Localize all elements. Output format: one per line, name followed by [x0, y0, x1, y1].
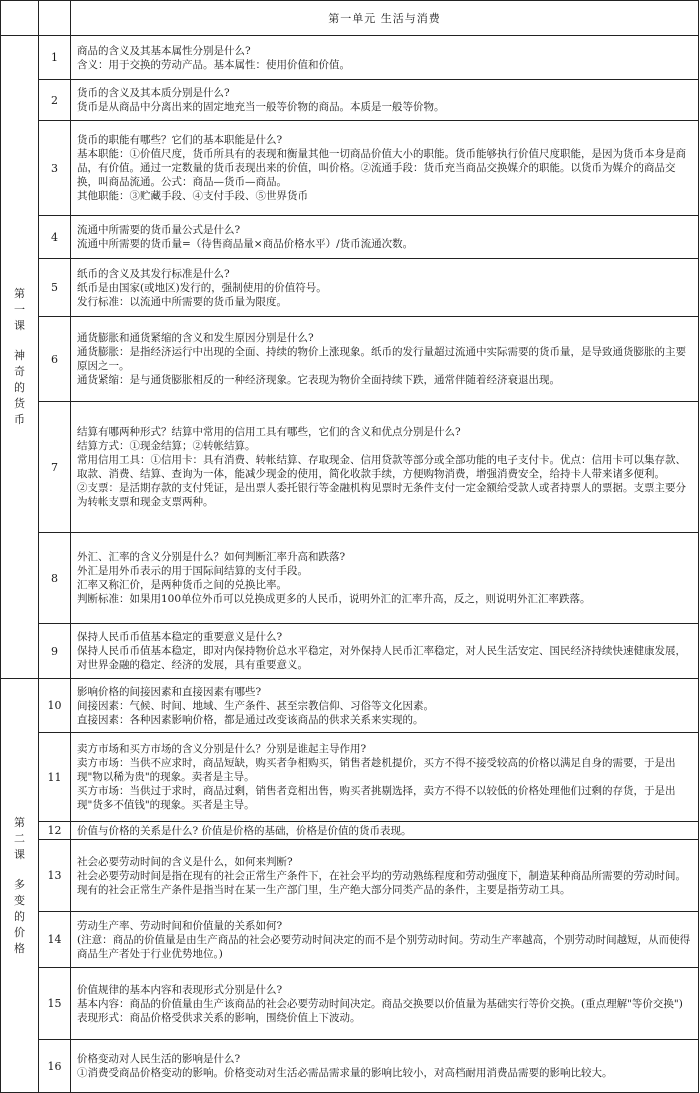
answer-line: 买方市场：当供过于求时，商品过剩，销售者竞相出售，购买者挑剔选择，卖方不得不以较低的价格处理他们过剩的存货，于是出现"货多不值钱"的现象。买者是主导。: [77, 785, 676, 811]
table-row: [1, 259, 699, 317]
row-content: [71, 733, 699, 822]
row-number: 14: [39, 912, 71, 968]
row-number: 13: [39, 840, 71, 912]
answer-line: 卖方市场：当供不应求时，商品短缺，购买者争相购买，销售者趁机提价，买方不得不接受较高的价格以满足自身的需要，于是出现"物以稀为贵"的现象。卖者是主导。: [77, 757, 676, 783]
table-row: [1, 624, 699, 679]
row-number: 10: [39, 679, 71, 733]
row-number: 12: [39, 822, 71, 840]
question-line: 保持人民币币值基本稳定的重要意义是什么?: [77, 631, 283, 643]
table-row: [1, 733, 699, 822]
answer-line: 间接因素：气候、时间、地域、生产条件、甚至宗教信仰、习俗等文化因素。: [77, 699, 434, 712]
table-row: [1, 80, 699, 121]
row-number: 5: [39, 259, 71, 317]
answer-line: 基本内容：商品的价值量由生产该商品的社会必要劳动时间决定。商品交换要以价值量为基础实行等价交换。(重点理解"等价交换"): [77, 997, 683, 1010]
row-number: 2: [39, 80, 71, 121]
row-content: [71, 840, 699, 912]
answer-line: 含义：用于交换的劳动产品。基本属性：使用价值和价值。: [77, 58, 350, 71]
question-line: 价值规律的基本内容和表现形式分别是什么?: [77, 983, 283, 996]
table-row: [1, 533, 699, 624]
row-content: [71, 121, 699, 216]
answer-line: 外汇是用外币表示的用于国际间结算的支付手段。: [77, 565, 308, 577]
question-line: 纸币的含义及其发行标准是什么?: [77, 267, 230, 280]
row-content: [71, 317, 699, 402]
header-corner-cell: [1, 1, 39, 36]
row-content: [71, 912, 699, 968]
row-number: 15: [39, 968, 71, 1040]
table-row: [1, 679, 699, 733]
row-content: [71, 968, 699, 1040]
answer-line: 纸币是由国家(或地区)发行的，强制使用的价值符号。: [77, 281, 327, 294]
answer-line: 通货紧缩：是与通货膨胀相反的一种经济现象。它表现为物价全面持续下跌，通常伴随着经济衰退出现。: [77, 374, 560, 386]
row-number: 16: [39, 1040, 71, 1093]
table-row: [1, 216, 699, 259]
answer-line: 判断标准：如果用100单位外币可以兑换成更多的人民币，说明外汇的汇率升高，反之，则说明外汇汇率跌落。: [77, 593, 591, 605]
question-line: 社会必要劳动时间的含义是什么，如何来判断?: [77, 855, 293, 868]
question-line: 外汇、汇率的含义分别是什么？如何判断汇率升高和跌落?: [77, 551, 346, 563]
table-row: [1, 822, 699, 840]
question-line: 流通中所需要的货币量公式是什么?: [77, 224, 241, 236]
answer-line: (注意：商品的价值量是由生产商品的社会必要劳动时间决定的而不是个别劳动时间。劳动生产率越高，个别劳动时间越短，从而使得商品生产者处于行业优势地位。): [77, 933, 691, 960]
answer-line: 表现形式：商品价格受供求关系的影响，围绕价值上下波动。: [77, 1011, 361, 1024]
answer-line: 常用信用工具：①信用卡：具有消费、转帐结算、存取现金、信用贷款等部分或全部功能的电子支付卡。优点：信用卡可以集存款、取款、消费、结算、查询为一体，能减少现金的使用，简化收款手续，方便购物消费，增强消费安全，给持卡人带来诸多便利。: [77, 454, 686, 480]
question-line: 货币的职能有哪些？它们的基本职能是什么?: [77, 134, 283, 146]
question-line: 影响价格的间接因素和直接因素有哪些?: [77, 685, 262, 698]
lesson-1-label: 第 一 课 神 奇 的 货 币: [1, 36, 39, 679]
answer-line: 结算方式：①现金结算；②转帐结算。: [77, 440, 256, 452]
question-line: 卖方市场和买方市场的含义分别是什么？分别是谁起主导作用?: [77, 743, 367, 755]
answer-line: 其他职能：③贮藏手段、④支付手段、⑤世界货币: [77, 190, 308, 202]
question-line: 商品的含义及其基本属性分别是什么?: [77, 44, 251, 57]
table-row: [1, 912, 699, 968]
row-content: [71, 36, 699, 80]
unit-title: 第一单元 生活与消费: [71, 1, 699, 36]
row-content: [71, 679, 699, 733]
answer-line: ②支票：是活期存款的支付凭证，是出票人委托银行等金融机构见票时无条件支付一定金额给受款人或者持票人的票据。支票主要分为转帐支票和现金支票两种。: [77, 482, 686, 508]
question-line: 价格变动对人民生活的影响是什么?: [77, 1053, 241, 1065]
answer-line: 社会必要劳动时间是指在现有的社会正常生产条件下，在社会平均的劳动熟练程度和劳动强度下，制造某种商品所需要的劳动时间。现有的社会正常生产条件是指当时在某一生产部门里，生产绝大部分同类产品的条件，主要是指劳动工具。: [77, 869, 686, 896]
answer-line: 货币是从商品中分离出来的固定地充当一般等价物的商品。本质是一般等价物。: [77, 101, 445, 113]
table-row: [1, 968, 699, 1040]
question-line: 货币的含义及其本质分别是什么?: [77, 87, 230, 99]
answer-line: 汇率又称汇价，是两种货币之间的兑换比率。: [77, 579, 287, 591]
row-number: 4: [39, 216, 71, 259]
question-line: 劳动生产率、劳动时间和价值量的关系如何?: [77, 919, 283, 932]
table-row: [1, 402, 699, 533]
row-content: [71, 259, 699, 317]
row-content: [71, 822, 699, 840]
answer-line: 直接因素：各种因素影响价格，都是通过改变该商品的供求关系来实现的。: [77, 713, 424, 726]
lesson-2-label: 第 二 课 多 变 的 价 格: [1, 679, 39, 1093]
row-number: 11: [39, 733, 71, 822]
row-number: 1: [39, 36, 71, 80]
row-number: 3: [39, 121, 71, 216]
row-content: [71, 216, 699, 259]
row-content: [71, 533, 699, 624]
answer-line: ①消费受商品价格变动的影响。价格变动对生活必需品需求量的影响比较小，对高档耐用消费品需要的影响比较大。: [77, 1067, 613, 1079]
table-row: [1, 36, 699, 80]
row-number: 7: [39, 402, 71, 533]
question-line: 通货膨胀和通货紧缩的含义和发生原因分别是什么?: [77, 332, 314, 344]
row-number: 9: [39, 624, 71, 679]
row-number: 6: [39, 317, 71, 402]
row-content: [71, 80, 699, 121]
row-content: [71, 402, 699, 533]
answer-line: 基本职能：①价值尺度，货币所具有的表现和衡量其他一切商品价值大小的职能。货币能够执行价值尺度职能，是因为货币本身是商品，有价值。通过一定数量的货币表现出来的价值，叫价格。②流通手段：货币充当商品交换媒介的职能。以货币为媒介的商品交换，叫商品流通。公式：商品—货币—商品。: [77, 148, 686, 188]
table-row: [1, 317, 699, 402]
answer-line: 流通中所需要的货币量=（待售商品量×商品价格水平）/货币流通次数。: [77, 238, 414, 250]
row-number: 8: [39, 533, 71, 624]
question-line: 价值与价格的关系是什么? 价值是价格的基础，价格是价值的货币表现。: [77, 824, 412, 837]
row-content: [71, 1040, 699, 1093]
table-row: [1, 121, 699, 216]
header-row: [1, 1, 699, 36]
table-row: [1, 840, 699, 912]
answer-line: 通货膨胀：是指经济运行中出现的全面、持续的物价上涨现象。纸币的发行量超过流通中实际需要的货币量，是导致通货膨胀的主要原因之一。: [77, 346, 686, 372]
answer-line: 保持人民币币值基本稳定，即对内保持物价总水平稳定，对外保持人民币汇率稳定，对人民生活安定、国民经济持续快速健康发展，对世界金融的稳定、经济的发展，具有重要意义。: [77, 645, 686, 671]
answer-line: 发行标准：以流通中所需要的货币量为限度。: [77, 295, 287, 308]
table-row: [1, 1040, 699, 1093]
row-content: [71, 624, 699, 679]
question-line: 结算有哪两种形式？结算中常用的信用工具有哪些，它们的含义和优点分别是什么?: [77, 426, 461, 438]
header-num-cell: [39, 1, 71, 36]
